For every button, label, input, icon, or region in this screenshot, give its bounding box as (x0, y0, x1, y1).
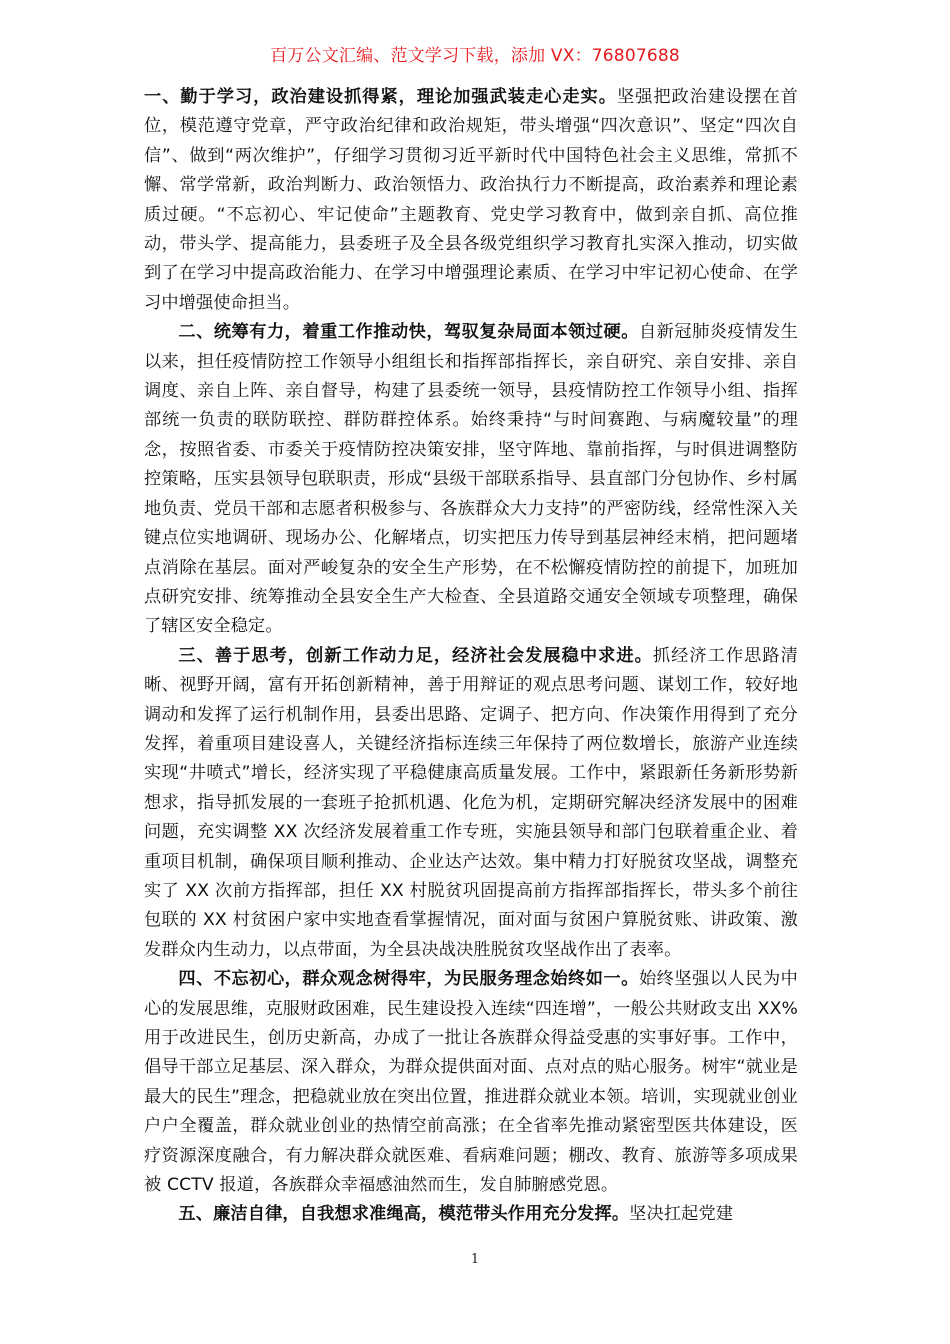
header-banner: 百万公文汇编、范文学习下载，添加 VX：76807688 (270, 46, 680, 66)
paragraph-3 (144, 642, 798, 965)
paragraph-2 (144, 318, 798, 641)
paragraph-4 (144, 965, 798, 1200)
paragraph-4-text: 始终坚强以人民为中心的发展思维，克服财政困难，民生建设投入连续“四连增”，一般公共财政支出 XX%用于改进民生，创历史新高，办成了一批让各族群众得益受惠的实事好事。工作中，倡导干部立足基层、深入群众，为群众提供面对面、点对点的贴心服务。树牢“就业是最大的民生”理念，把稳就业放在突出位置，推进群众就业本领。培训，实现就业创业户户全覆盖，群众就业创业的热情空前高涨；在全省率先推动紧密型医共体建设，医疗资源深度融合，有力解决群众就医难、看病难问题；棚改、教育、旅游等多项成果被 CCTV 报道，各族群众幸福感油然而生，发自肺腑感党恩。 (144, 969, 798, 1196)
document-body (144, 83, 798, 1230)
paragraph-2-text: 自新冠肺炎疫情发生以来，担任疫情防控工作领导小组组长和指挥部指挥长，亲自研究、亲自安排、亲自调度、亲自上阵、亲自督导，构建了县委统一领导，县疫情防控工作领导小组、指挥部统一负责的联防联控、群防群控体系。始终秉持“与时间赛跑、与病魔较量”的理念，按照省委、市委关于疫情防控决策安排，坚守阵地、靠前指挥，与时俱进调整防控策略，压实县领导包联职责，形成“县级干部联系指导、县直部门分包协作、乡村属地负责、党员干部和志愿者积极参与、各族群众大力支持”的严密防线，经常性深入关键点位实地调研、现场办公、化解堵点，切实把压力传导到基层神经末梢，把问题堵点消除在基层。面对严峻复杂的安全生产形势，在不松懈疫情防控的前提下，加班加点研究安排、统筹推动全县安全生产大检查、全县道路交通安全领域专项整理，确保了辖区安全稳定。 (144, 322, 798, 637)
paragraph-1-text: 坚强把政治建设摆在首位，模范遵守党章，严守政治纪律和政治规矩，带头增强“四次意识”、坚定“四次自信”、做到“两次维护”，仔细学习贯彻习近平新时代中国特色社会主义思维，常抓不懈、常学常新，政治判断力、政治领悟力、政治执行力不断提高，政治素养和理论素质过硬。“不忘初心、牢记使命”主题教育、党史学习教育中，做到亲自抓、高位推动，带头学、提高能力，县委班子及全县各级党组织学习教育扎实深入推动，切实做到了在学习中提高政治能力、在学习中增强理论素质、在学习中牢记初心使命、在学习中增强使命担当。 (144, 87, 798, 313)
paragraph-1 (144, 83, 798, 318)
page-number: 1 (470, 1252, 480, 1267)
paragraph-3-text: 抓经济工作思路清晰、视野开阔，富有开拓创新精神，善于用辩证的观点思考问题、谋划工作，较好地调动和发挥了运行机制作用，县委出思路、定调子、把方向、作决策作用得到了充分发挥，着重项目建设喜人，关键经济指标连续三年保持了两位数增长，旅游产业连续实现“井喷式”增长，经济实现了平稳健康高质量发展。工作中，紧跟新任务新形势新想求，指导抓发展的一套班子抢抓机遇、化危为机，定期研究解决经济发展中的困难问题，充实调整 XX 次经济发展着重工作专班，实施县领导和部门包联着重企业、着重项目机制，确保项目顺利推动、企业达产达效。集中精力打好脱贫攻坚战，调整充实了 XX 次前方指挥部，担任 XX 村脱贫巩固提高前方指挥部指挥长，带头多个前往包联的 XX 村贫困户家中实地查看掌握情况，面对面与贫困户算脱贫账、讲政策、激发群众内生动力，以点带面，为全县决战决胜脱贫攻坚战作出了表率。 (144, 645, 798, 960)
paragraph-1-heading: 一、勤于学习，政治建设抓得紧，理论加强武装走心走实。 (144, 87, 617, 107)
paragraph-5 (144, 1200, 798, 1229)
paragraph-4-heading: 四、不忘初心，群众观念树得牢，为民服务理念始终如一。 (178, 969, 639, 990)
paragraph-5-text: 坚决扛起党建 (629, 1204, 734, 1225)
paragraph-5-heading: 五、廉洁自律，自我想求准绳高，模范带头作用充分发挥。 (178, 1204, 630, 1225)
paragraph-2-heading: 二、统筹有力，着重工作推动快，驾驭复杂局面本领过硬。 (178, 322, 639, 343)
paragraph-3-heading: 三、善于思考，创新工作动力足，经济社会发展稳中求进。 (178, 645, 653, 666)
